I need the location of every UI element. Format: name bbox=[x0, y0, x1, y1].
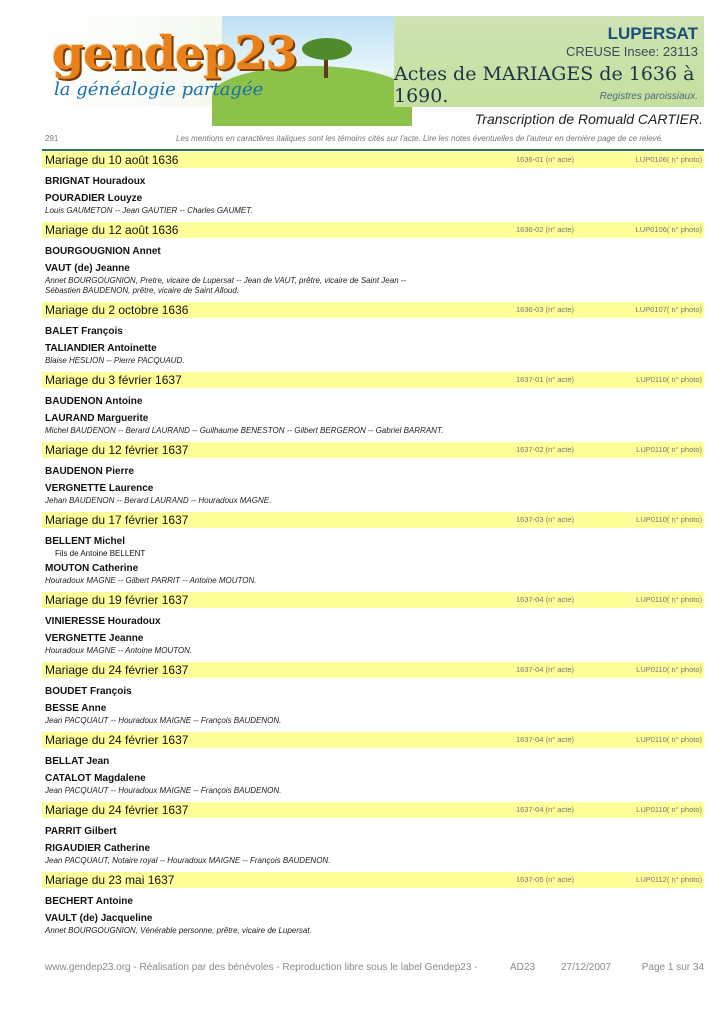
marriage-date: Mariage du 3 février 1637 bbox=[45, 373, 182, 387]
entry-body bbox=[42, 818, 704, 872]
photo-number: LUP0110( n° photo) bbox=[636, 735, 702, 744]
witnesses: Louis GAUMETON -- Jean GAUTIER -- Charles GAUMET. bbox=[45, 206, 253, 215]
entry-body bbox=[42, 888, 704, 942]
photo-number: LUP0110( n° photo) bbox=[636, 595, 702, 604]
entry-body bbox=[42, 318, 704, 372]
tree-canopy-icon bbox=[302, 38, 352, 60]
witnesses: Jean PACQUAUT -- Houradoux MAIGNE -- François BAUDENON. bbox=[45, 716, 282, 725]
acte-number: 1637-02 (n° acte) bbox=[516, 445, 575, 454]
husband-name: BELLENT Michel bbox=[45, 536, 126, 547]
photo-number: LUP0110( n° photo) bbox=[636, 445, 702, 454]
husband-name: BOURGOUGNION Annet bbox=[45, 246, 161, 257]
witnesses-continued: Sébastien BAUDENON, prêtre, vicaire de Saint Alloud. bbox=[45, 286, 240, 295]
wife-name: POURADIER Louyze bbox=[45, 193, 143, 204]
husband-name: VINIERESSE Houradoux bbox=[45, 616, 161, 627]
acte-number: 1637-05 (n° acte) bbox=[516, 875, 575, 884]
footer-date: 27/12/2007 bbox=[561, 962, 612, 973]
registres-label: Registres paroissiaux. bbox=[599, 91, 698, 102]
entry-body bbox=[42, 528, 704, 592]
entry-body bbox=[42, 238, 704, 302]
marriage-date: Mariage du 17 février 1637 bbox=[45, 513, 189, 527]
marriage-entry bbox=[42, 662, 704, 732]
photo-number: LUP0107( n° photo) bbox=[635, 305, 702, 314]
wife-name: RIGAUDIER Catherine bbox=[45, 843, 151, 854]
witnesses: Blaise HESLION -- Pierre PACQUAUD. bbox=[45, 356, 185, 365]
witnesses: Michel BAUDENON -- Berard LAURAND -- Guilhaume BENESTON -- Gilbert BERGERON -- Gabriel BARRANT. bbox=[45, 426, 444, 435]
entry-body bbox=[42, 608, 704, 662]
witnesses: Annet BOURGOUGNION, Pretre, vicaire de Lupersat -- Jean de VAUT, prêtre, vicaire de Saint Jean -- bbox=[45, 276, 407, 285]
acte-number: 1636-01 (n° acte) bbox=[516, 155, 575, 164]
acte-number: 1637-04 (n° acte) bbox=[516, 595, 575, 604]
logo-tagline: la généalogie partagée bbox=[54, 79, 264, 100]
husband-parent: Fils de Antoine BELLENT bbox=[55, 549, 146, 558]
wife-name: CATALOT Magdalene bbox=[45, 773, 146, 784]
header-banner bbox=[42, 16, 704, 107]
photo-number: LUP0110( n° photo) bbox=[636, 665, 702, 674]
acte-number: 1637-01 (n° acte) bbox=[516, 375, 575, 384]
wife-name: MOUTON Catherine bbox=[45, 563, 139, 574]
wife-name: LAURAND Marguerite bbox=[45, 413, 149, 424]
entry-header bbox=[42, 372, 704, 388]
husband-name: PARRIT Gilbert bbox=[45, 826, 117, 837]
husband-name: BAUDENON Antoine bbox=[45, 396, 143, 407]
marriage-entry bbox=[42, 302, 704, 372]
marriage-date: Mariage du 19 février 1637 bbox=[45, 593, 189, 607]
husband-name: BOUDET François bbox=[45, 686, 132, 697]
entry-header bbox=[42, 152, 704, 168]
entry-header bbox=[42, 592, 704, 608]
marriage-entry bbox=[42, 512, 704, 592]
marriage-entry bbox=[42, 222, 704, 302]
husband-name: BRIGNAT Houradoux bbox=[45, 176, 146, 187]
wife-name: TALIANDIER Antoinette bbox=[45, 343, 157, 354]
acte-number: 1637-04 (n° acte) bbox=[516, 735, 575, 744]
page-reference: 291 bbox=[45, 134, 59, 143]
marriage-list bbox=[42, 152, 704, 942]
entry-header bbox=[42, 222, 704, 238]
entry-header bbox=[42, 732, 704, 748]
entry-body bbox=[42, 168, 704, 222]
marriage-entry bbox=[42, 152, 704, 222]
husband-name: BECHERT Antoine bbox=[45, 896, 133, 907]
marriage-entry bbox=[42, 442, 704, 512]
logo-text: gendep23 bbox=[52, 26, 297, 80]
wife-name: VERGNETTE Jeanne bbox=[45, 633, 144, 644]
footer-site[interactable]: www.gendep23.org - Réalisation par des bénévoles - Reproduction libre sous le label Gendep23 - bbox=[45, 962, 478, 973]
department-insee: CREUSE Insee: 23113 bbox=[566, 44, 698, 59]
entry-header bbox=[42, 302, 704, 318]
witnesses: Houradoux MAGNE -- Gilbert PARRIT -- Antoine MOUTON. bbox=[45, 576, 257, 585]
wife-name: VAULT (de) Jacqueline bbox=[45, 913, 153, 924]
entry-body bbox=[42, 458, 704, 512]
italic-note: Les mentions en caractères italiques sont les témoins cités sur l'acte. Lire les notes éventuelles de l'auteur en dernière page de ce relevé. bbox=[176, 134, 664, 143]
footer-archive: AD23 bbox=[510, 962, 536, 973]
entry-header bbox=[42, 662, 704, 678]
marriage-date: Mariage du 23 mai 1637 bbox=[45, 873, 175, 887]
husband-name: BALET François bbox=[45, 326, 123, 337]
marriage-date: Mariage du 24 février 1637 bbox=[45, 733, 189, 747]
photo-number: LUP0106( n° photo) bbox=[635, 225, 702, 234]
marriage-entry bbox=[42, 872, 704, 942]
logo[interactable] bbox=[42, 16, 402, 107]
marriage-date: Mariage du 24 février 1637 bbox=[45, 803, 189, 817]
transcription-credit: Transcription de Romuald CARTIER. bbox=[474, 111, 703, 127]
photo-number: LUP0106( n° photo) bbox=[635, 155, 702, 164]
photo-number: LUP0110( n° photo) bbox=[636, 375, 702, 384]
wife-name: BESSE Anne bbox=[45, 703, 107, 714]
footer-page-count: Page 1 sur 34 bbox=[641, 962, 704, 973]
marriage-date: Mariage du 2 octobre 1636 bbox=[45, 303, 189, 317]
wife-name: VAUT (de) Jeanne bbox=[45, 263, 130, 274]
witnesses: Jean PACQUAUT -- Houradoux MAIGNE -- François BAUDENON. bbox=[45, 786, 282, 795]
marriage-entry bbox=[42, 592, 704, 662]
photo-number: LUP0112( n° photo) bbox=[636, 875, 702, 884]
entry-header bbox=[42, 802, 704, 818]
husband-name: BELLAT Jean bbox=[45, 756, 110, 767]
document-title: Actes de MARIAGES de 1636 à 1690. bbox=[394, 63, 695, 107]
title-panel bbox=[394, 16, 704, 107]
husband-name: BAUDENON Pierre bbox=[45, 466, 134, 477]
acte-number: 1637-04 (n° acte) bbox=[516, 805, 575, 814]
acte-number: 1636-02 (n° acte) bbox=[516, 225, 575, 234]
commune-name: LUPERSAT bbox=[607, 24, 698, 43]
acte-number: 1637-04 (n° acte) bbox=[516, 665, 575, 674]
acte-number: 1636-03 (n° acte) bbox=[516, 305, 575, 314]
marriage-date: Mariage du 12 août 1636 bbox=[45, 223, 179, 237]
witnesses: Jehan BAUDENON -- Berard LAURAND -- Houradoux MAGNE. bbox=[45, 496, 272, 505]
photo-number: LUP0110( n° photo) bbox=[636, 805, 702, 814]
witnesses: Annet BOURGOUGNION, Vénérable personne, prêtre, vicaire de Lupersat. bbox=[45, 926, 312, 935]
witnesses: Houradoux MAGNE -- Antoine MOUTON. bbox=[45, 646, 193, 655]
marriage-date: Mariage du 10 août 1636 bbox=[45, 153, 179, 167]
entry-header bbox=[42, 872, 704, 888]
entry-body bbox=[42, 388, 704, 442]
marriage-date: Mariage du 24 février 1637 bbox=[45, 663, 189, 677]
marriage-entry bbox=[42, 732, 704, 802]
acte-number: 1637-03 (n° acte) bbox=[516, 515, 575, 524]
entry-body bbox=[42, 678, 704, 732]
marriage-entry bbox=[42, 372, 704, 442]
wife-name: VERGNETTE Laurence bbox=[45, 483, 154, 494]
entry-header bbox=[42, 442, 704, 458]
header-divider bbox=[42, 149, 704, 151]
entry-body bbox=[42, 748, 704, 802]
marriage-date: Mariage du 12 février 1637 bbox=[45, 443, 189, 457]
entry-header bbox=[42, 512, 704, 528]
witnesses: Jean PACQUAUT, Notaire royal -- Houradoux MAIGNE -- François BAUDENON. bbox=[45, 856, 331, 865]
marriage-entry bbox=[42, 802, 704, 872]
photo-number: LUP0110( n° photo) bbox=[636, 515, 702, 524]
